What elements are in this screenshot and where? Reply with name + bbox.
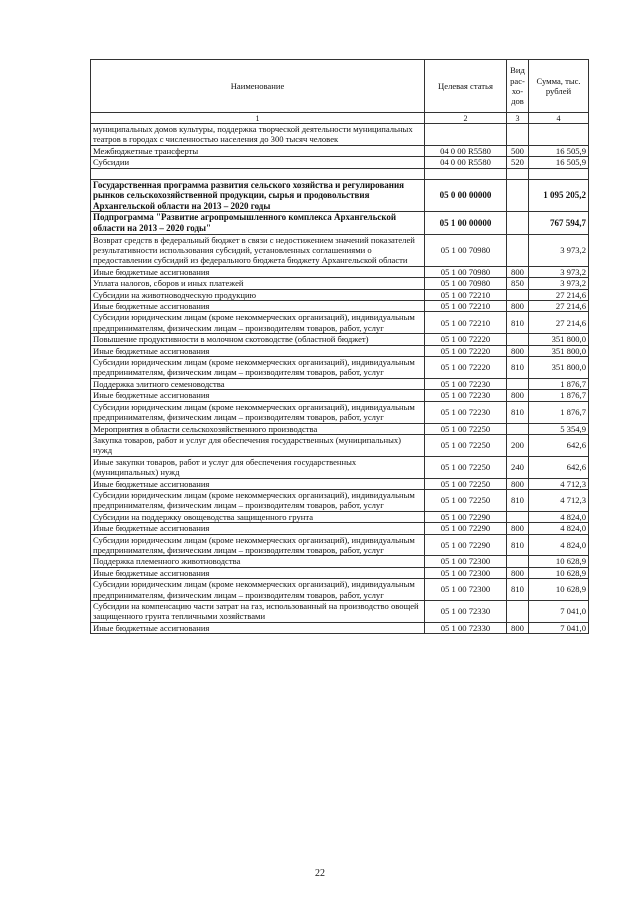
cell-target-code: 05 1 00 70980 <box>425 266 507 277</box>
cell-name: Мероприятия в области сельскохозяйственного производства <box>91 423 425 434</box>
table-row <box>91 179 589 212</box>
cell-name: Иные бюджетные ассигнования <box>91 266 425 277</box>
cell-name: Государственная программа развития сельского хозяйства и регулирования рынков сельскохозяйственной продукции, сырья и продовольствия Архангельской области на 2013 – 2020 годы <box>91 179 425 212</box>
cell-expense-type <box>507 423 529 434</box>
header-type: Вид рас-хо-дов <box>507 60 529 113</box>
cell-amount: 1 876,7 <box>529 401 589 423</box>
cell-expense-type: 810 <box>507 534 529 556</box>
cell-amount: 7 041,0 <box>529 622 589 633</box>
cell-expense-type: 810 <box>507 357 529 379</box>
table-row <box>91 334 589 345</box>
cell-name: Иные бюджетные ассигнования <box>91 478 425 489</box>
cell-target-code: 05 1 00 72250 <box>425 423 507 434</box>
cell-amount: 351 800,0 <box>529 345 589 356</box>
cell-name: Закупка товаров, работ и услуг для обеспечения государственных (муниципальных) нужд <box>91 434 425 456</box>
cell-name: Субсидии <box>91 157 425 168</box>
cell-target-code: 05 1 00 72300 <box>425 556 507 567</box>
cell-target-code: 05 1 00 72250 <box>425 489 507 511</box>
table-row <box>91 567 589 578</box>
cell-expense-type: 800 <box>507 301 529 312</box>
cell-target-code: 05 1 00 72250 <box>425 456 507 478</box>
table-header-row <box>91 60 589 113</box>
column-number: 1 <box>91 113 425 124</box>
cell-expense-type: 800 <box>507 523 529 534</box>
cell-name: Субсидии на поддержку овощеводства защищенного грунта <box>91 511 425 522</box>
cell-name: Субсидии юридическим лицам (кроме некоммерческих организаций), индивидуальным предпринимателям, физическим лицам – производителям товаров, работ, услуг <box>91 489 425 511</box>
table-row <box>91 401 589 423</box>
cell-target-code: 05 1 00 70980 <box>425 278 507 289</box>
table-row <box>91 601 589 623</box>
cell-name: Иные бюджетные ассигнования <box>91 301 425 312</box>
cell-amount: 27 214,6 <box>529 301 589 312</box>
cell-name: Межбюджетные трансферты <box>91 145 425 156</box>
cell-name: Иные бюджетные ассигнования <box>91 523 425 534</box>
cell-target-code: 05 1 00 72250 <box>425 434 507 456</box>
cell-amount: 1 876,7 <box>529 378 589 389</box>
cell-expense-type <box>507 212 529 234</box>
cell-expense-type: 500 <box>507 145 529 156</box>
cell-target-code: 05 0 00 00000 <box>425 179 507 212</box>
cell-name: Субсидии юридическим лицам (кроме некоммерческих организаций), индивидуальным предпринимателям, физическим лицам – производителям товаров, работ, услуг <box>91 579 425 601</box>
cell-expense-type <box>507 511 529 522</box>
cell-expense-type <box>507 601 529 623</box>
cell-amount: 27 214,6 <box>529 312 589 334</box>
cell-target-code <box>425 124 507 146</box>
cell-target-code: 05 1 00 72210 <box>425 289 507 300</box>
cell-name: Субсидии на компенсацию части затрат на газ, использованный на производство овощей защищенного грунта тепличными хозяйствами <box>91 601 425 623</box>
cell-expense-type: 810 <box>507 579 529 601</box>
cell-target-code: 05 1 00 72330 <box>425 622 507 633</box>
cell-expense-type: 800 <box>507 478 529 489</box>
table-row <box>91 266 589 277</box>
cell-amount <box>529 124 589 146</box>
header-name: Наименование <box>91 60 425 113</box>
cell-target-code: 05 1 00 72250 <box>425 478 507 489</box>
table-row <box>91 234 589 266</box>
table-row <box>91 378 589 389</box>
cell-expense-type <box>507 378 529 389</box>
table-row <box>91 556 589 567</box>
cell-expense-type: 800 <box>507 345 529 356</box>
table-row <box>91 390 589 401</box>
cell-amount: 642,6 <box>529 434 589 456</box>
table-row <box>91 511 589 522</box>
cell-amount: 5 354,9 <box>529 423 589 434</box>
cell-amount: 7 041,0 <box>529 601 589 623</box>
budget-table <box>90 59 589 634</box>
cell-amount: 351 800,0 <box>529 334 589 345</box>
cell-target-code: 05 1 00 72220 <box>425 357 507 379</box>
cell-name: Субсидии юридическим лицам (кроме некоммерческих организаций), индивидуальным предпринимателям, физическим лицам – производителям товаров, работ, услуг <box>91 401 425 423</box>
cell-name: Иные бюджетные ассигнования <box>91 390 425 401</box>
cell-amount: 16 505,9 <box>529 157 589 168</box>
cell-name: Субсидии на животноводческую продукцию <box>91 289 425 300</box>
cell-name: Субсидии юридическим лицам (кроме некоммерческих организаций), индивидуальным предпринимателям, физическим лицам – производителям товаров, работ, услуг <box>91 312 425 334</box>
cell-name: Возврат средств в федеральный бюджет в связи с недостижением значений показателей результативности использования субсидий, установленных соглашениями о предоставлении субсидий из федерального бюджета бюджету Архангельской области <box>91 234 425 266</box>
table-row <box>91 357 589 379</box>
cell-target-code <box>425 168 507 179</box>
table-row <box>91 434 589 456</box>
cell-expense-type <box>507 556 529 567</box>
cell-expense-type <box>507 179 529 212</box>
cell-name: Уплата налогов, сборов и иных платежей <box>91 278 425 289</box>
table-row <box>91 157 589 168</box>
cell-amount: 10 628,9 <box>529 556 589 567</box>
cell-target-code: 05 1 00 72330 <box>425 601 507 623</box>
cell-target-code: 05 1 00 72290 <box>425 523 507 534</box>
table-body <box>91 124 589 634</box>
cell-expense-type <box>507 124 529 146</box>
cell-name <box>91 168 425 179</box>
page-number: 22 <box>315 868 325 879</box>
cell-expense-type <box>507 168 529 179</box>
table-row <box>91 579 589 601</box>
cell-amount: 27 214,6 <box>529 289 589 300</box>
cell-expense-type: 810 <box>507 401 529 423</box>
cell-expense-type: 850 <box>507 278 529 289</box>
cell-amount: 4 712,3 <box>529 489 589 511</box>
cell-target-code: 05 1 00 72230 <box>425 401 507 423</box>
cell-target-code: 04 0 00 R5580 <box>425 157 507 168</box>
cell-target-code: 04 0 00 R5580 <box>425 145 507 156</box>
cell-name: Субсидии юридическим лицам (кроме некоммерческих организаций), индивидуальным предпринимателям, физическим лицам – производителям товаров, работ, услуг <box>91 534 425 556</box>
cell-name: Иные бюджетные ассигнования <box>91 567 425 578</box>
cell-target-code: 05 1 00 72300 <box>425 567 507 578</box>
cell-name: Поддержка элитного семеноводства <box>91 378 425 389</box>
cell-expense-type: 200 <box>507 434 529 456</box>
cell-amount: 3 973,2 <box>529 234 589 266</box>
cell-amount: 4 824,0 <box>529 511 589 522</box>
cell-name: Подпрограмма "Развитие агропромышленного комплекса Архангельской области на 2013 – 2020 годы" <box>91 212 425 234</box>
table-row <box>91 212 589 234</box>
cell-amount: 4 712,3 <box>529 478 589 489</box>
cell-expense-type: 800 <box>507 390 529 401</box>
table-row <box>91 423 589 434</box>
header-sum: Сумма, тыс. рублей <box>529 60 589 113</box>
cell-target-code: 05 1 00 72290 <box>425 534 507 556</box>
cell-expense-type <box>507 289 529 300</box>
table-row <box>91 523 589 534</box>
cell-amount <box>529 168 589 179</box>
table-row <box>91 312 589 334</box>
cell-amount: 4 824,0 <box>529 534 589 556</box>
cell-amount: 1 095 205,2 <box>529 179 589 212</box>
cell-amount: 10 628,9 <box>529 579 589 601</box>
table-row <box>91 301 589 312</box>
column-number-row <box>91 113 589 124</box>
cell-amount: 10 628,9 <box>529 567 589 578</box>
table-row <box>91 622 589 633</box>
cell-amount: 1 876,7 <box>529 390 589 401</box>
table-row <box>91 456 589 478</box>
cell-name: Иные бюджетные ассигнования <box>91 622 425 633</box>
cell-expense-type: 810 <box>507 489 529 511</box>
cell-name: муниципальных домов культуры, поддержка творческой деятельности муниципальных театров в городах с численностью населения до 300 тысяч человек <box>91 124 425 146</box>
cell-expense-type: 800 <box>507 266 529 277</box>
table-row <box>91 534 589 556</box>
header-code: Целевая статья <box>425 60 507 113</box>
cell-name: Поддержка племенного животноводства <box>91 556 425 567</box>
cell-target-code: 05 1 00 72290 <box>425 511 507 522</box>
cell-amount: 3 973,2 <box>529 266 589 277</box>
cell-expense-type <box>507 234 529 266</box>
table-row <box>91 124 589 146</box>
cell-target-code: 05 1 00 72300 <box>425 579 507 601</box>
separator-row <box>91 168 589 179</box>
cell-target-code: 05 1 00 72210 <box>425 301 507 312</box>
cell-expense-type <box>507 334 529 345</box>
cell-target-code: 05 1 00 72220 <box>425 345 507 356</box>
cell-amount: 642,6 <box>529 456 589 478</box>
table-row <box>91 145 589 156</box>
cell-amount: 3 973,2 <box>529 278 589 289</box>
cell-amount: 4 824,0 <box>529 523 589 534</box>
table-row <box>91 278 589 289</box>
column-number: 2 <box>425 113 507 124</box>
cell-expense-type: 800 <box>507 622 529 633</box>
column-number: 4 <box>529 113 589 124</box>
table-row <box>91 489 589 511</box>
cell-amount: 351 800,0 <box>529 357 589 379</box>
table-row <box>91 478 589 489</box>
cell-name: Иные бюджетные ассигнования <box>91 345 425 356</box>
cell-name: Повышение продуктивности в молочном скотоводстве (областной бюджет) <box>91 334 425 345</box>
cell-expense-type: 800 <box>507 567 529 578</box>
column-number: 3 <box>507 113 529 124</box>
cell-target-code: 05 1 00 72210 <box>425 312 507 334</box>
cell-expense-type: 520 <box>507 157 529 168</box>
cell-target-code: 05 1 00 70980 <box>425 234 507 266</box>
cell-target-code: 05 1 00 72230 <box>425 378 507 389</box>
budget-document <box>90 59 588 634</box>
cell-name: Иные закупки товаров, работ и услуг для обеспечения государственных (муниципальных) нужд <box>91 456 425 478</box>
cell-amount: 767 594,7 <box>529 212 589 234</box>
cell-expense-type: 240 <box>507 456 529 478</box>
cell-target-code: 05 1 00 00000 <box>425 212 507 234</box>
cell-amount: 16 505,9 <box>529 145 589 156</box>
cell-target-code: 05 1 00 72230 <box>425 390 507 401</box>
cell-target-code: 05 1 00 72220 <box>425 334 507 345</box>
table-row <box>91 345 589 356</box>
cell-expense-type: 810 <box>507 312 529 334</box>
table-row <box>91 289 589 300</box>
cell-name: Субсидии юридическим лицам (кроме некоммерческих организаций), индивидуальным предпринимателям, физическим лицам – производителям товаров, работ, услуг <box>91 357 425 379</box>
